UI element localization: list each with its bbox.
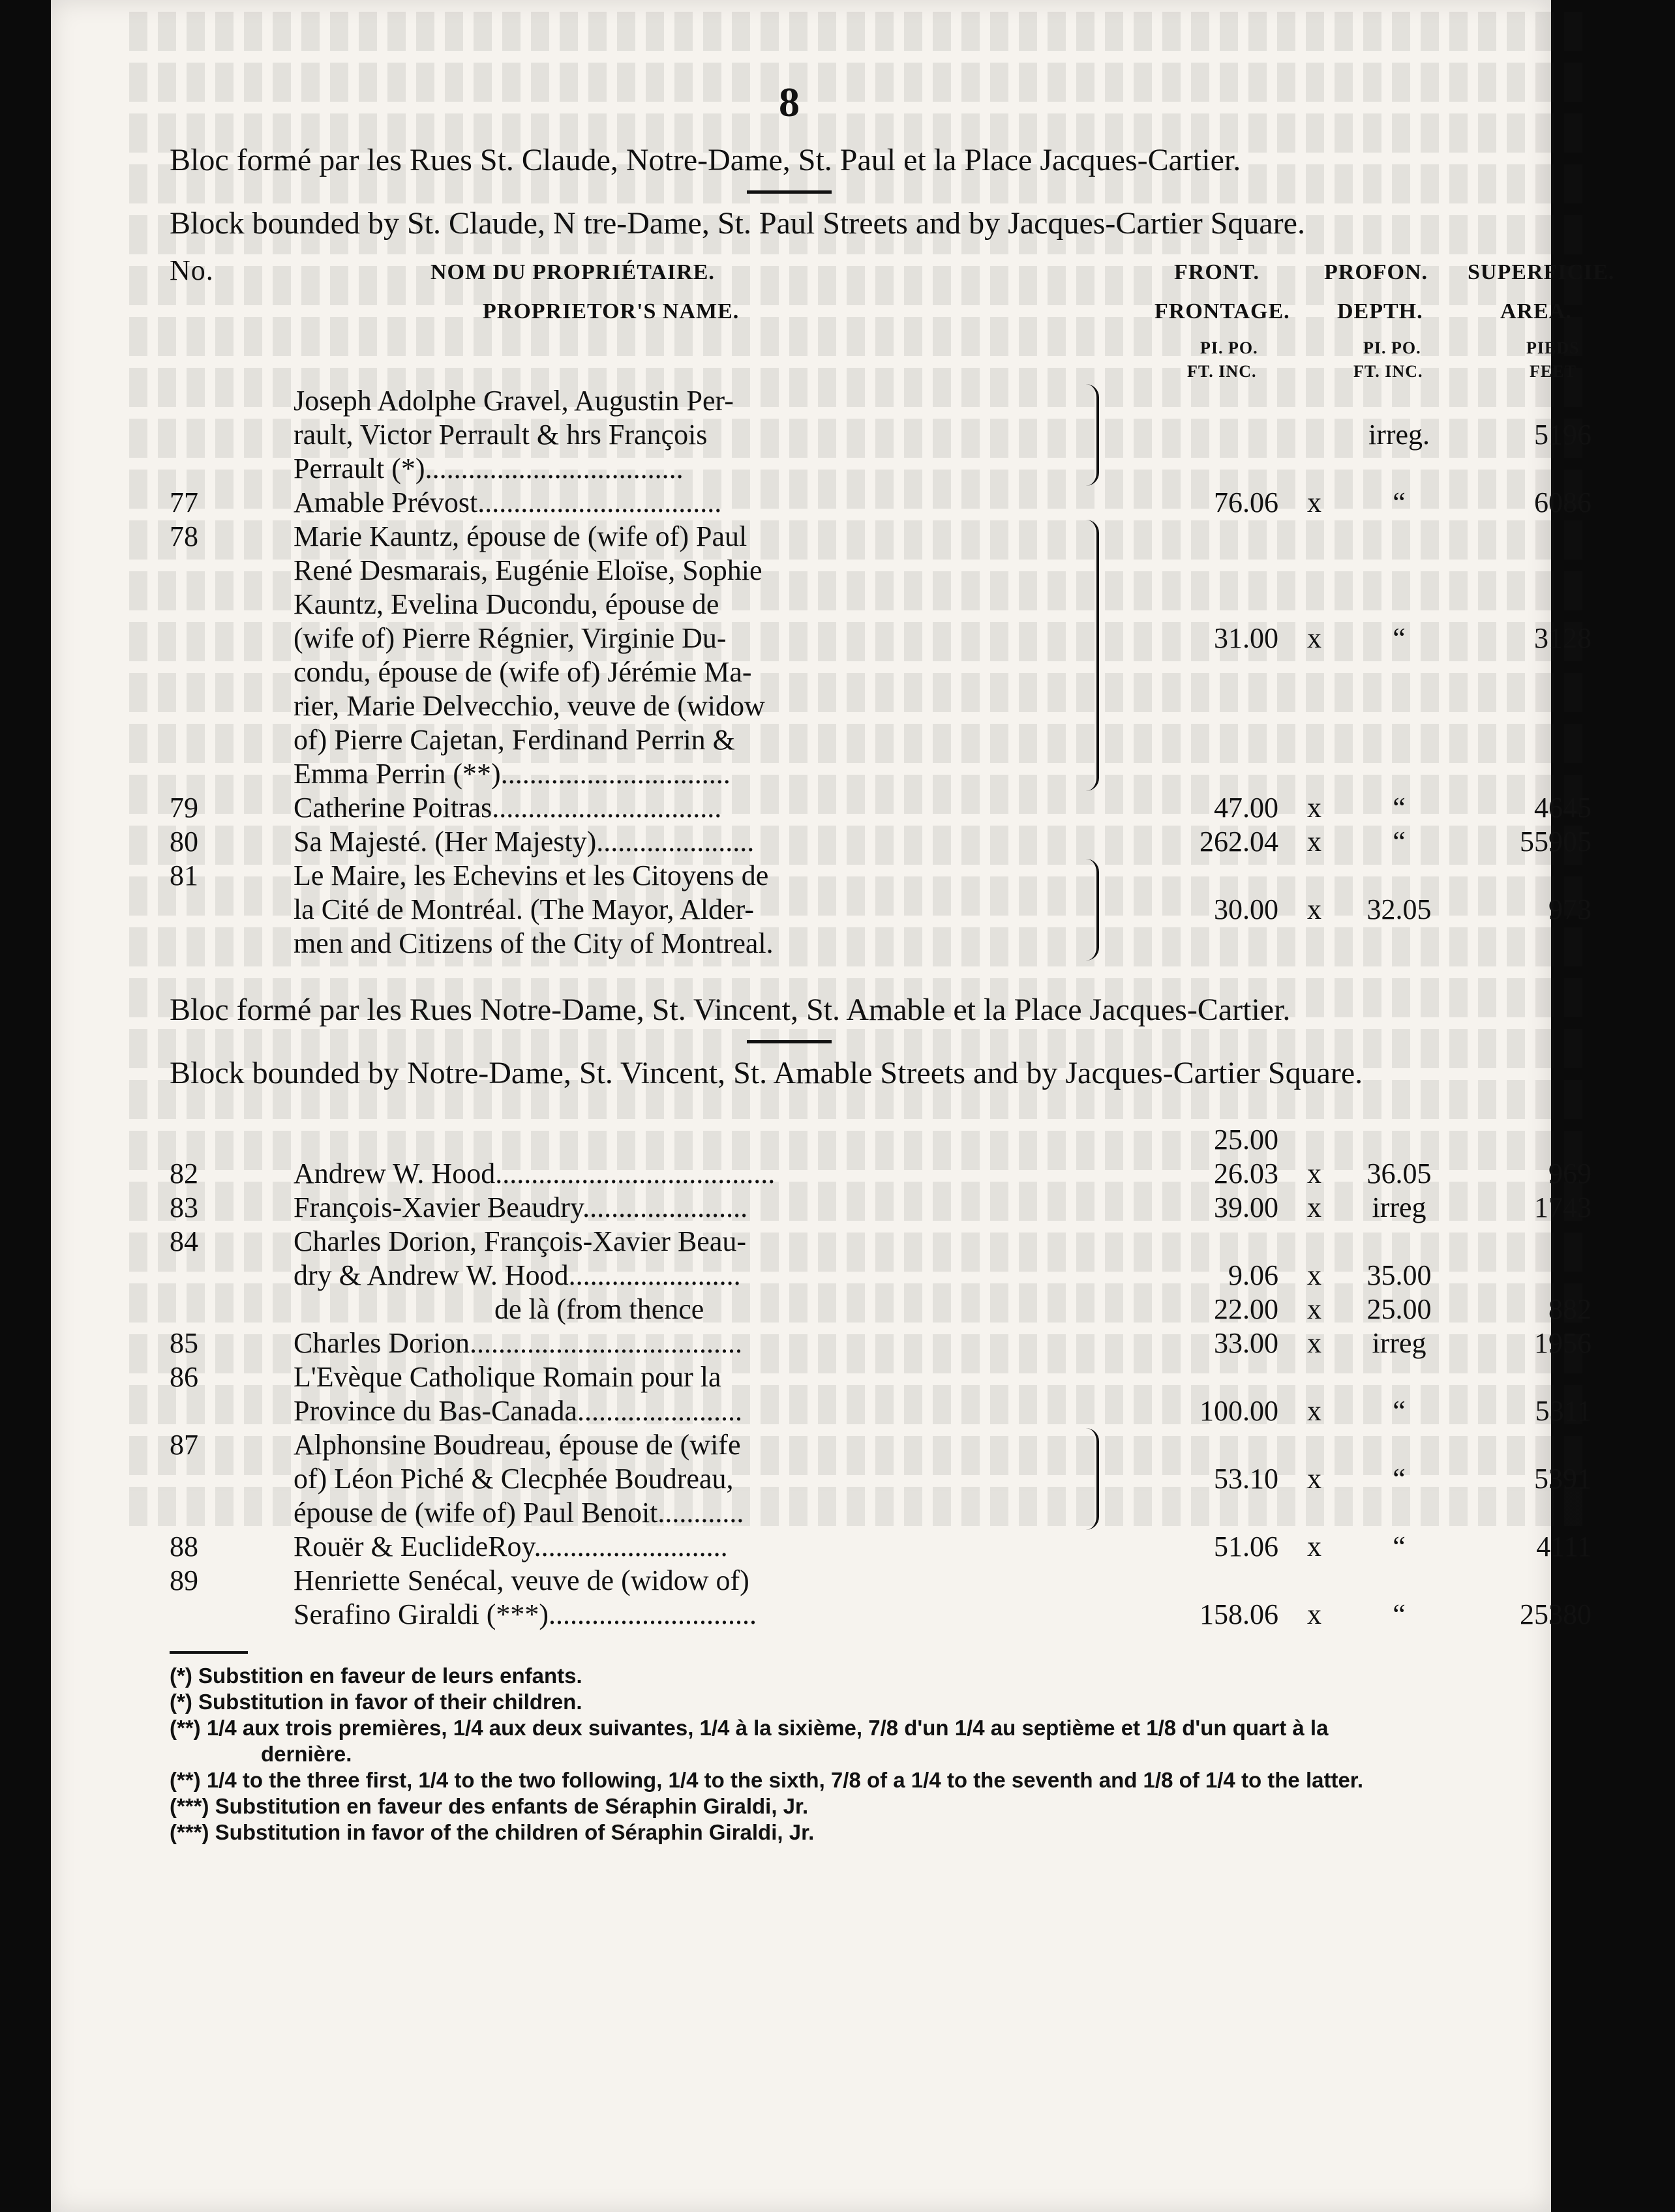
lot-number: 82 xyxy=(170,1158,198,1189)
table-row xyxy=(170,486,1592,520)
proprietor-name-line: Le Maire, les Echevins et les Citoyens de xyxy=(294,859,769,891)
by-sign: x xyxy=(1307,792,1321,824)
frontage-value: 25.00 xyxy=(1214,1124,1278,1156)
col-front-en: FRONTAGE. xyxy=(1154,299,1290,323)
col-front-unit-fr: PI. PO. xyxy=(1200,338,1258,357)
col-area-unit-fr: PIEDS xyxy=(1526,338,1580,357)
depth-value: irreg xyxy=(1372,1327,1426,1359)
grouping-brace xyxy=(1086,859,1099,961)
area-value: 4111 xyxy=(1536,1531,1592,1562)
footnotes xyxy=(170,1651,1409,1846)
block2-table xyxy=(170,1123,1592,1632)
proprietor-name xyxy=(294,859,1083,961)
col-name-en: PROPRIETOR'S NAME. xyxy=(483,299,740,323)
proprietor-name xyxy=(294,1157,1083,1191)
lot-number: 88 xyxy=(170,1531,198,1562)
table-row xyxy=(170,1293,1592,1326)
table-row xyxy=(170,1360,1592,1428)
col-depth-en: DEPTH. xyxy=(1337,299,1423,323)
by-sign: x xyxy=(1307,622,1321,654)
proprietor-name xyxy=(294,486,1083,520)
proprietor-name-line: la Cité de Montréal. (The Mayor, Alder- xyxy=(294,893,755,925)
table-row xyxy=(170,825,1592,859)
area-value: 5311 xyxy=(1535,1395,1592,1427)
table-row xyxy=(170,1123,1409,1157)
lot-number: 84 xyxy=(170,1225,198,1257)
by-sign: x xyxy=(1307,1463,1321,1495)
page-number: 8 xyxy=(779,79,800,125)
proprietor-name-line: Emma Perrin (**)................................ xyxy=(294,758,731,790)
area-value: 1956 xyxy=(1534,1327,1592,1359)
col-front-unit-en: FT. INC. xyxy=(1187,362,1257,381)
lot-number: 78 xyxy=(170,520,198,552)
table-row xyxy=(170,1428,1592,1530)
col-area-en: AREA. xyxy=(1500,299,1572,323)
proprietor-name-line: Province du Bas-Canada....................... xyxy=(294,1395,742,1427)
col-no: No. xyxy=(170,254,214,286)
proprietor-name-line: Serafino Giraldi (***)............................. xyxy=(294,1598,757,1630)
proprietor-name-line: of) Léon Piché & Clecphée Boudreau, xyxy=(294,1463,734,1495)
lot-number: 81 xyxy=(170,859,198,891)
grouping-brace xyxy=(1086,384,1099,486)
area-value: 6086 xyxy=(1534,486,1592,518)
proprietor-name xyxy=(294,791,1083,825)
table-row xyxy=(170,1564,1592,1632)
col-area-unit-en: FEET xyxy=(1530,362,1577,381)
proprietor-name-line: Charles Dorion, François-Xavier Beau- xyxy=(294,1225,747,1257)
depth-value: 35.00 xyxy=(1366,1259,1432,1291)
grouping-brace xyxy=(1086,1428,1099,1530)
footnote: (*) Substition en faveur de leurs enfants. xyxy=(170,1664,582,1688)
depth-value: “ xyxy=(1393,622,1406,654)
proprietor-name-line: L'Evèque Catholique Romain pour la xyxy=(294,1361,721,1393)
frontage-value: 31.00 xyxy=(1214,622,1278,654)
block1-table xyxy=(170,384,1592,961)
area-value: 969 xyxy=(1548,1158,1592,1189)
col-depth-unit-fr: PI. PO. xyxy=(1363,338,1421,357)
heading-divider xyxy=(747,1040,832,1043)
lot-number: 79 xyxy=(170,792,198,824)
table-row xyxy=(170,1225,1432,1293)
proprietor-name xyxy=(294,1530,1083,1564)
lot-number: 80 xyxy=(170,826,198,858)
block2-heading-fr: Bloc formé par les Rues Notre-Dame, St. Vincent, St. Amable et la Place Jacques-Cartier. xyxy=(170,993,1291,1027)
lot-number: 85 xyxy=(170,1327,198,1359)
col-name-fr: NOM DU PROPRIÉTAIRE. xyxy=(430,260,715,284)
block1-heading-en: Block bounded by St. Claude, N tre-Dame, St. Paul Streets and by Jacques-Cartier Square. xyxy=(170,206,1305,241)
frontage-value: 22.00 xyxy=(1214,1293,1278,1325)
lot-number: 86 xyxy=(170,1361,198,1393)
proprietor-name-line: Rouër & EuclideRoy........................... xyxy=(294,1531,728,1562)
footnote: (***) Substitution en faveur des enfants de Séraphin Giraldi, Jr. xyxy=(170,1794,809,1818)
area-value: 3128 xyxy=(1534,622,1592,654)
table-row xyxy=(170,1157,1592,1191)
proprietor-name-line: Perrault (*).................................... xyxy=(294,453,684,485)
depth-value: “ xyxy=(1393,792,1406,824)
proprietor-name xyxy=(294,1428,1083,1530)
area-value: 1743 xyxy=(1534,1191,1592,1223)
proprietor-name-line: (wife of) Pierre Régnier, Virginie Du- xyxy=(294,622,727,654)
depth-value: 36.05 xyxy=(1366,1158,1432,1189)
proprietor-name-line: men and Citizens of the City of Montreal. xyxy=(294,927,774,959)
document-content xyxy=(170,78,1615,1846)
lot-number: 87 xyxy=(170,1429,198,1461)
by-sign: x xyxy=(1307,893,1321,925)
proprietor-name-line: Marie Kauntz, épouse de (wife of) Paul xyxy=(294,520,747,552)
table-row xyxy=(170,1530,1592,1564)
area-value: 5391 xyxy=(1534,1463,1592,1495)
frontage-value: 53.10 xyxy=(1214,1463,1278,1495)
proprietor-name-line: dry & Andrew W. Hood........................ xyxy=(294,1259,741,1291)
by-sign: x xyxy=(1307,1293,1321,1325)
frontage-value: 39.00 xyxy=(1214,1191,1278,1223)
frontage-value: 9.06 xyxy=(1228,1259,1278,1291)
proprietor-name-line: Charles Dorion...................................... xyxy=(294,1327,743,1359)
proprietor-name-line: de là (from thence xyxy=(294,1293,704,1325)
table-row xyxy=(170,791,1592,825)
depth-value: “ xyxy=(1393,1395,1406,1427)
proprietor-name-line: Andrew W. Hood....................................... xyxy=(294,1158,776,1189)
proprietor-name xyxy=(294,825,1083,859)
proprietor-name xyxy=(294,1326,1083,1360)
by-sign: x xyxy=(1307,1259,1321,1291)
proprietor-name-line: condu, épouse de (wife of) Jérémie Ma- xyxy=(294,656,752,688)
proprietor-name-line: of) Pierre Cajetan, Ferdinand Perrin & xyxy=(294,724,735,756)
proprietor-name-line: Kauntz, Evelina Ducondu, épouse de xyxy=(294,588,719,620)
proprietor-name-line: Catherine Poitras................................ xyxy=(294,792,722,824)
area-value: 973 xyxy=(1548,893,1592,925)
table-row xyxy=(170,520,1592,791)
frontage-value: 262.04 xyxy=(1200,826,1278,858)
by-sign: x xyxy=(1307,1327,1321,1359)
depth-value: irreg. xyxy=(1368,419,1430,451)
by-sign: x xyxy=(1307,1158,1321,1189)
area-value: 4645 xyxy=(1534,792,1592,824)
area-value: 55905 xyxy=(1520,826,1592,858)
depth-value: 32.05 xyxy=(1366,893,1432,925)
proprietor-name xyxy=(294,1360,1083,1428)
proprietor-name xyxy=(294,1293,1083,1326)
proprietor-name-line: rier, Marie Delvecchio, veuve de (widow xyxy=(294,690,765,722)
column-headers xyxy=(170,247,1615,384)
by-sign: x xyxy=(1307,1395,1321,1427)
table-row xyxy=(170,1191,1592,1225)
proprietor-name-line: François-Xavier Beaudry....................... xyxy=(294,1191,748,1223)
by-sign: x xyxy=(1307,1191,1321,1223)
area-value: 25380 xyxy=(1520,1598,1592,1630)
proprietor-name-line: Alphonsine Boudreau, épouse de (wife xyxy=(294,1429,741,1461)
block1-heading-fr: Bloc formé par les Rues St. Claude, Notre-Dame, St. Paul et la Place Jacques-Cartier. xyxy=(170,143,1241,177)
by-sign: x xyxy=(1307,1531,1321,1562)
frontage-value: 76.06 xyxy=(1214,486,1278,518)
proprietor-name-line: rault, Victor Perrault & hrs François xyxy=(294,419,708,451)
area-value: 5196 xyxy=(1534,419,1592,451)
depth-value: “ xyxy=(1393,1463,1406,1495)
frontage-value: 26.03 xyxy=(1214,1158,1278,1189)
proprietor-name-line: épouse de (wife of) Paul Benoit............ xyxy=(294,1497,744,1529)
table-row xyxy=(170,1326,1592,1360)
frontage-value: 33.00 xyxy=(1214,1327,1278,1359)
depth-value: “ xyxy=(1393,1531,1406,1562)
footnote: (**) 1/4 to the three first, 1/4 to the two following, 1/4 to the sixth, 7/8 of a 1/4 to the seventh and 1/8 of 1/4 to the latter. xyxy=(170,1768,1363,1792)
footnote: (***) Substitution in favor of the children of Séraphin Giraldi, Jr. xyxy=(170,1820,815,1844)
proprietor-name xyxy=(294,1191,1083,1225)
frontage-value: 158.06 xyxy=(1200,1598,1278,1630)
col-front-fr: FRONT. xyxy=(1174,260,1260,284)
by-sign: x xyxy=(1307,486,1321,518)
footnote: (**) 1/4 aux trois premières, 1/4 aux deux suivantes, 1/4 à la sixième, 7/8 d'un 1/4 au septième et 1/8 d'un quart à la dernière. xyxy=(170,1716,1329,1766)
proprietor-name-line: Henriette Senécal, veuve de (widow of) xyxy=(294,1564,749,1596)
col-depth-unit-en: FT. INC. xyxy=(1353,362,1423,381)
grouping-brace xyxy=(1086,520,1099,791)
lot-number: 89 xyxy=(170,1564,198,1596)
table-row xyxy=(170,859,1592,961)
area-value: 882 xyxy=(1548,1293,1592,1325)
proprietor-name-line: Amable Prévost.................................. xyxy=(294,486,722,518)
proprietor-name xyxy=(294,1564,1083,1632)
heading-divider xyxy=(747,190,832,194)
lot-number: 83 xyxy=(170,1191,198,1223)
depth-value: irreg xyxy=(1372,1191,1426,1223)
lot-number: 77 xyxy=(170,486,198,518)
col-area-fr: SUPERFICIE. xyxy=(1468,260,1615,284)
table-row xyxy=(170,384,1592,486)
frontage-value: 51.06 xyxy=(1214,1531,1278,1562)
frontage-value: 100.00 xyxy=(1200,1395,1278,1427)
depth-value: “ xyxy=(1393,826,1406,858)
proprietor-name-line: Joseph Adolphe Gravel, Augustin Per- xyxy=(294,385,734,417)
by-sign: x xyxy=(1307,1598,1321,1630)
frontage-value: 47.00 xyxy=(1214,792,1278,824)
footnote-rule xyxy=(170,1651,248,1654)
depth-value: 25.00 xyxy=(1366,1293,1432,1325)
proprietor-name-line: Sa Majesté. (Her Majesty)...................... xyxy=(294,826,755,858)
proprietor-name-line: René Desmarais, Eugénie Eloïse, Sophie xyxy=(294,554,762,586)
depth-value: “ xyxy=(1393,1598,1406,1630)
proprietor-name xyxy=(294,520,1083,791)
frontage-value: 30.00 xyxy=(1214,893,1278,925)
by-sign: x xyxy=(1307,826,1321,858)
col-depth-fr: PROFON. xyxy=(1324,260,1428,284)
block2-heading-en: Block bounded by Notre-Dame, St. Vincent, St. Amable Streets and by Jacques-Cartier Square. xyxy=(170,1056,1363,1090)
proprietor-name xyxy=(294,1225,1083,1293)
depth-value: “ xyxy=(1393,486,1406,518)
proprietor-name xyxy=(294,384,1083,486)
footnote: (*) Substitution in favor of their children. xyxy=(170,1690,582,1714)
